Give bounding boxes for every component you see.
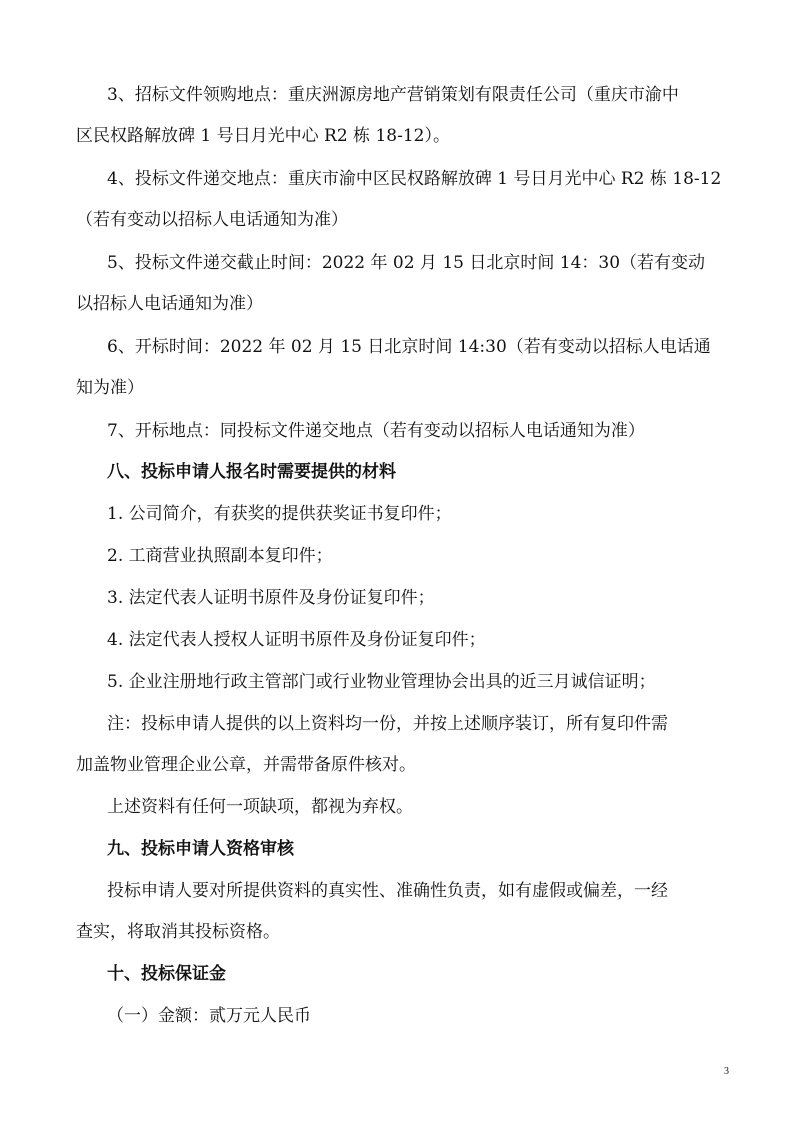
- paragraph-item-7: [76, 411, 726, 452]
- list-item: [76, 494, 726, 535]
- list-item-text: 3. 法定代表人证明书原件及身份证复印件；: [107, 588, 435, 608]
- page-number: 3: [724, 1066, 729, 1077]
- section-10-item-1: [76, 996, 726, 1037]
- paragraph-item-6: [76, 327, 726, 368]
- note-paragraph: [76, 704, 726, 745]
- note-2-paragraph: [76, 787, 726, 828]
- list-item: [76, 578, 726, 619]
- section-9-body-cont: [76, 912, 726, 953]
- section-9-heading: [76, 829, 726, 870]
- paragraph-item-5-cont: [76, 284, 726, 325]
- paragraph-line: 5、投标文件递交截止时间：2022 年 02 月 15 日北京时间 14：30（若有变动: [107, 253, 706, 273]
- paragraph-item-4-cont: [76, 200, 726, 241]
- list-item: [76, 662, 726, 703]
- paragraph-line: （若有变动以招标人电话通知为准）: [76, 210, 348, 230]
- paragraph-line: 查实，将取消其投标资格。: [76, 922, 280, 942]
- paragraph-line: 3、招标文件领购地点：重庆洲源房地产营销策划有限责任公司（重庆市渝中: [107, 85, 679, 105]
- section-8-heading: [76, 452, 726, 493]
- section-10-heading: [76, 954, 726, 995]
- paragraph-line: 6、开标时间：2022 年 02 月 15 日北京时间 14:30（若有变动以招标人电话通: [107, 337, 711, 357]
- heading-text: 八、投标申请人报名时需要提供的材料: [107, 462, 396, 482]
- paragraph-line: （一）金额：贰万元人民币: [107, 1006, 311, 1026]
- list-item-text: 1. 公司简介，有获奖的提供获奖证书复印件；: [107, 504, 452, 524]
- paragraph-line: 加盖物业管理企业公章，并需带备原件核对。: [76, 755, 416, 775]
- section-9-body: [76, 871, 726, 912]
- paragraph-line: 投标申请人要对所提供资料的真实性、准确性负责，如有虚假或偏差，一经: [107, 881, 668, 901]
- list-item-text: 2. 工商营业执照副本复印件；: [107, 546, 333, 566]
- paragraph-line: 4、投标文件递交地点：重庆市渝中区民权路解放碑 1 号日月光中心 R2 栋 18-12: [107, 169, 722, 189]
- paragraph-line: 上述资料有任何一项缺项，都视为弃权。: [107, 797, 413, 817]
- heading-text: 九、投标申请人资格审核: [107, 839, 294, 859]
- paragraph-line: 7、开标地点：同投标文件递交地点（若有变动以招标人电话通知为准）: [107, 421, 645, 441]
- paragraph-line: 区民权路解放碑 1 号日月光中心 R2 栋 18-12）。: [76, 126, 450, 146]
- heading-text: 十、投标保证金: [107, 964, 226, 984]
- list-item: [76, 620, 726, 661]
- paragraph-item-6-cont: [76, 368, 726, 409]
- paragraph-item-3-cont: [76, 116, 726, 157]
- paragraph-line: 注：投标申请人提供的以上资料均一份，并按上述顺序装订，所有复印件需: [107, 714, 668, 734]
- paragraph-line: 知为准）: [76, 378, 144, 398]
- list-item-text: 4. 法定代表人授权人证明书原件及身份证复印件；: [107, 630, 486, 650]
- note-paragraph-cont: [76, 745, 726, 786]
- list-item: [76, 536, 726, 577]
- paragraph-item-3: [76, 75, 726, 116]
- paragraph-line: 以招标人电话通知为准）: [76, 294, 263, 314]
- paragraph-item-5: [76, 243, 726, 284]
- list-item-text: 5. 企业注册地行政主管部门或行业物业管理协会出具的近三月诚信证明；: [107, 672, 656, 692]
- paragraph-item-4: [76, 159, 726, 200]
